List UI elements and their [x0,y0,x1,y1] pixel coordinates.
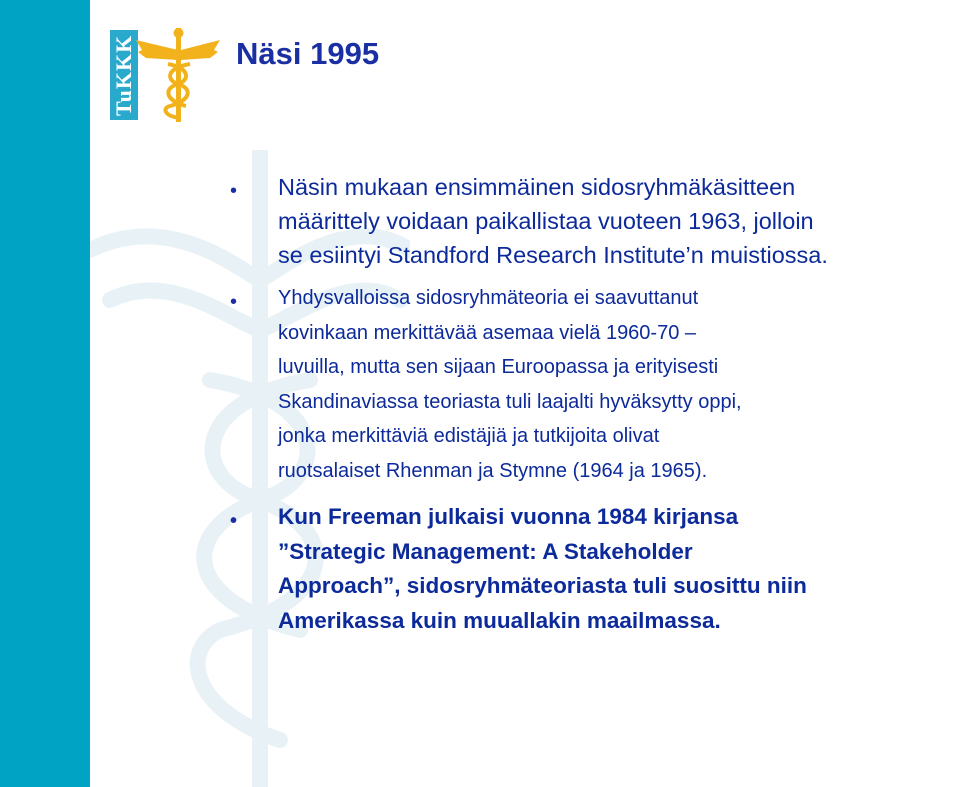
bullet-line: Skandinaviassa teoriasta tuli laajalti hyväksytty oppi, [278,390,742,413]
bullet-line: se esiintyi Standford Research Institute’n muistiossa. [278,242,828,268]
bullet-item [230,281,955,488]
bullet-item [230,170,955,272]
bullet-line: Amerikassa kuin muuallakin maailmassa. [278,607,721,633]
caduceus-icon [136,28,220,122]
bullet-line: kovinkaan merkittävää asemaa vielä 1960-70 – [278,321,697,344]
bullet-line: määrittely voidaan paikallistaa vuoteen 1963, jolloin [278,208,814,234]
bullet-line: jonka merkittäviä edistäjiä ja tutkijoita olivat [278,425,660,447]
bullet-line: Kun Freeman julkaisi vuonna 1984 kirjansa [278,504,739,529]
bullet-line: ruotsalaiset Rhenman ja Stymne (1964 ja 1965). [278,459,708,482]
logo-wordmark: TuKKK [110,30,138,120]
left-accent-bar [0,0,90,787]
bullet-marker: • [230,510,238,532]
bullet-line: Näsin mukaan ensimmäinen sidosryhmäkäsitteen [278,174,796,200]
bullet-marker: • [230,180,238,202]
bullet-line: Yhdysvalloissa sidosryhmäteoria ei saavuttanut [278,287,699,309]
bullet-line: ”Strategic Management: A Stakeholder [278,538,693,564]
bullet-line: luvuilla, mutta sen sijaan Euroopassa ja erityisesti [278,356,719,378]
slide-title: Näsi 1995 [236,36,380,71]
bullet-marker: • [230,291,238,313]
bullet-line: Approach”, sidosryhmäteoriasta tuli suosittu niin [278,573,807,598]
bullet-list [230,170,955,638]
bullet-item [230,500,955,638]
